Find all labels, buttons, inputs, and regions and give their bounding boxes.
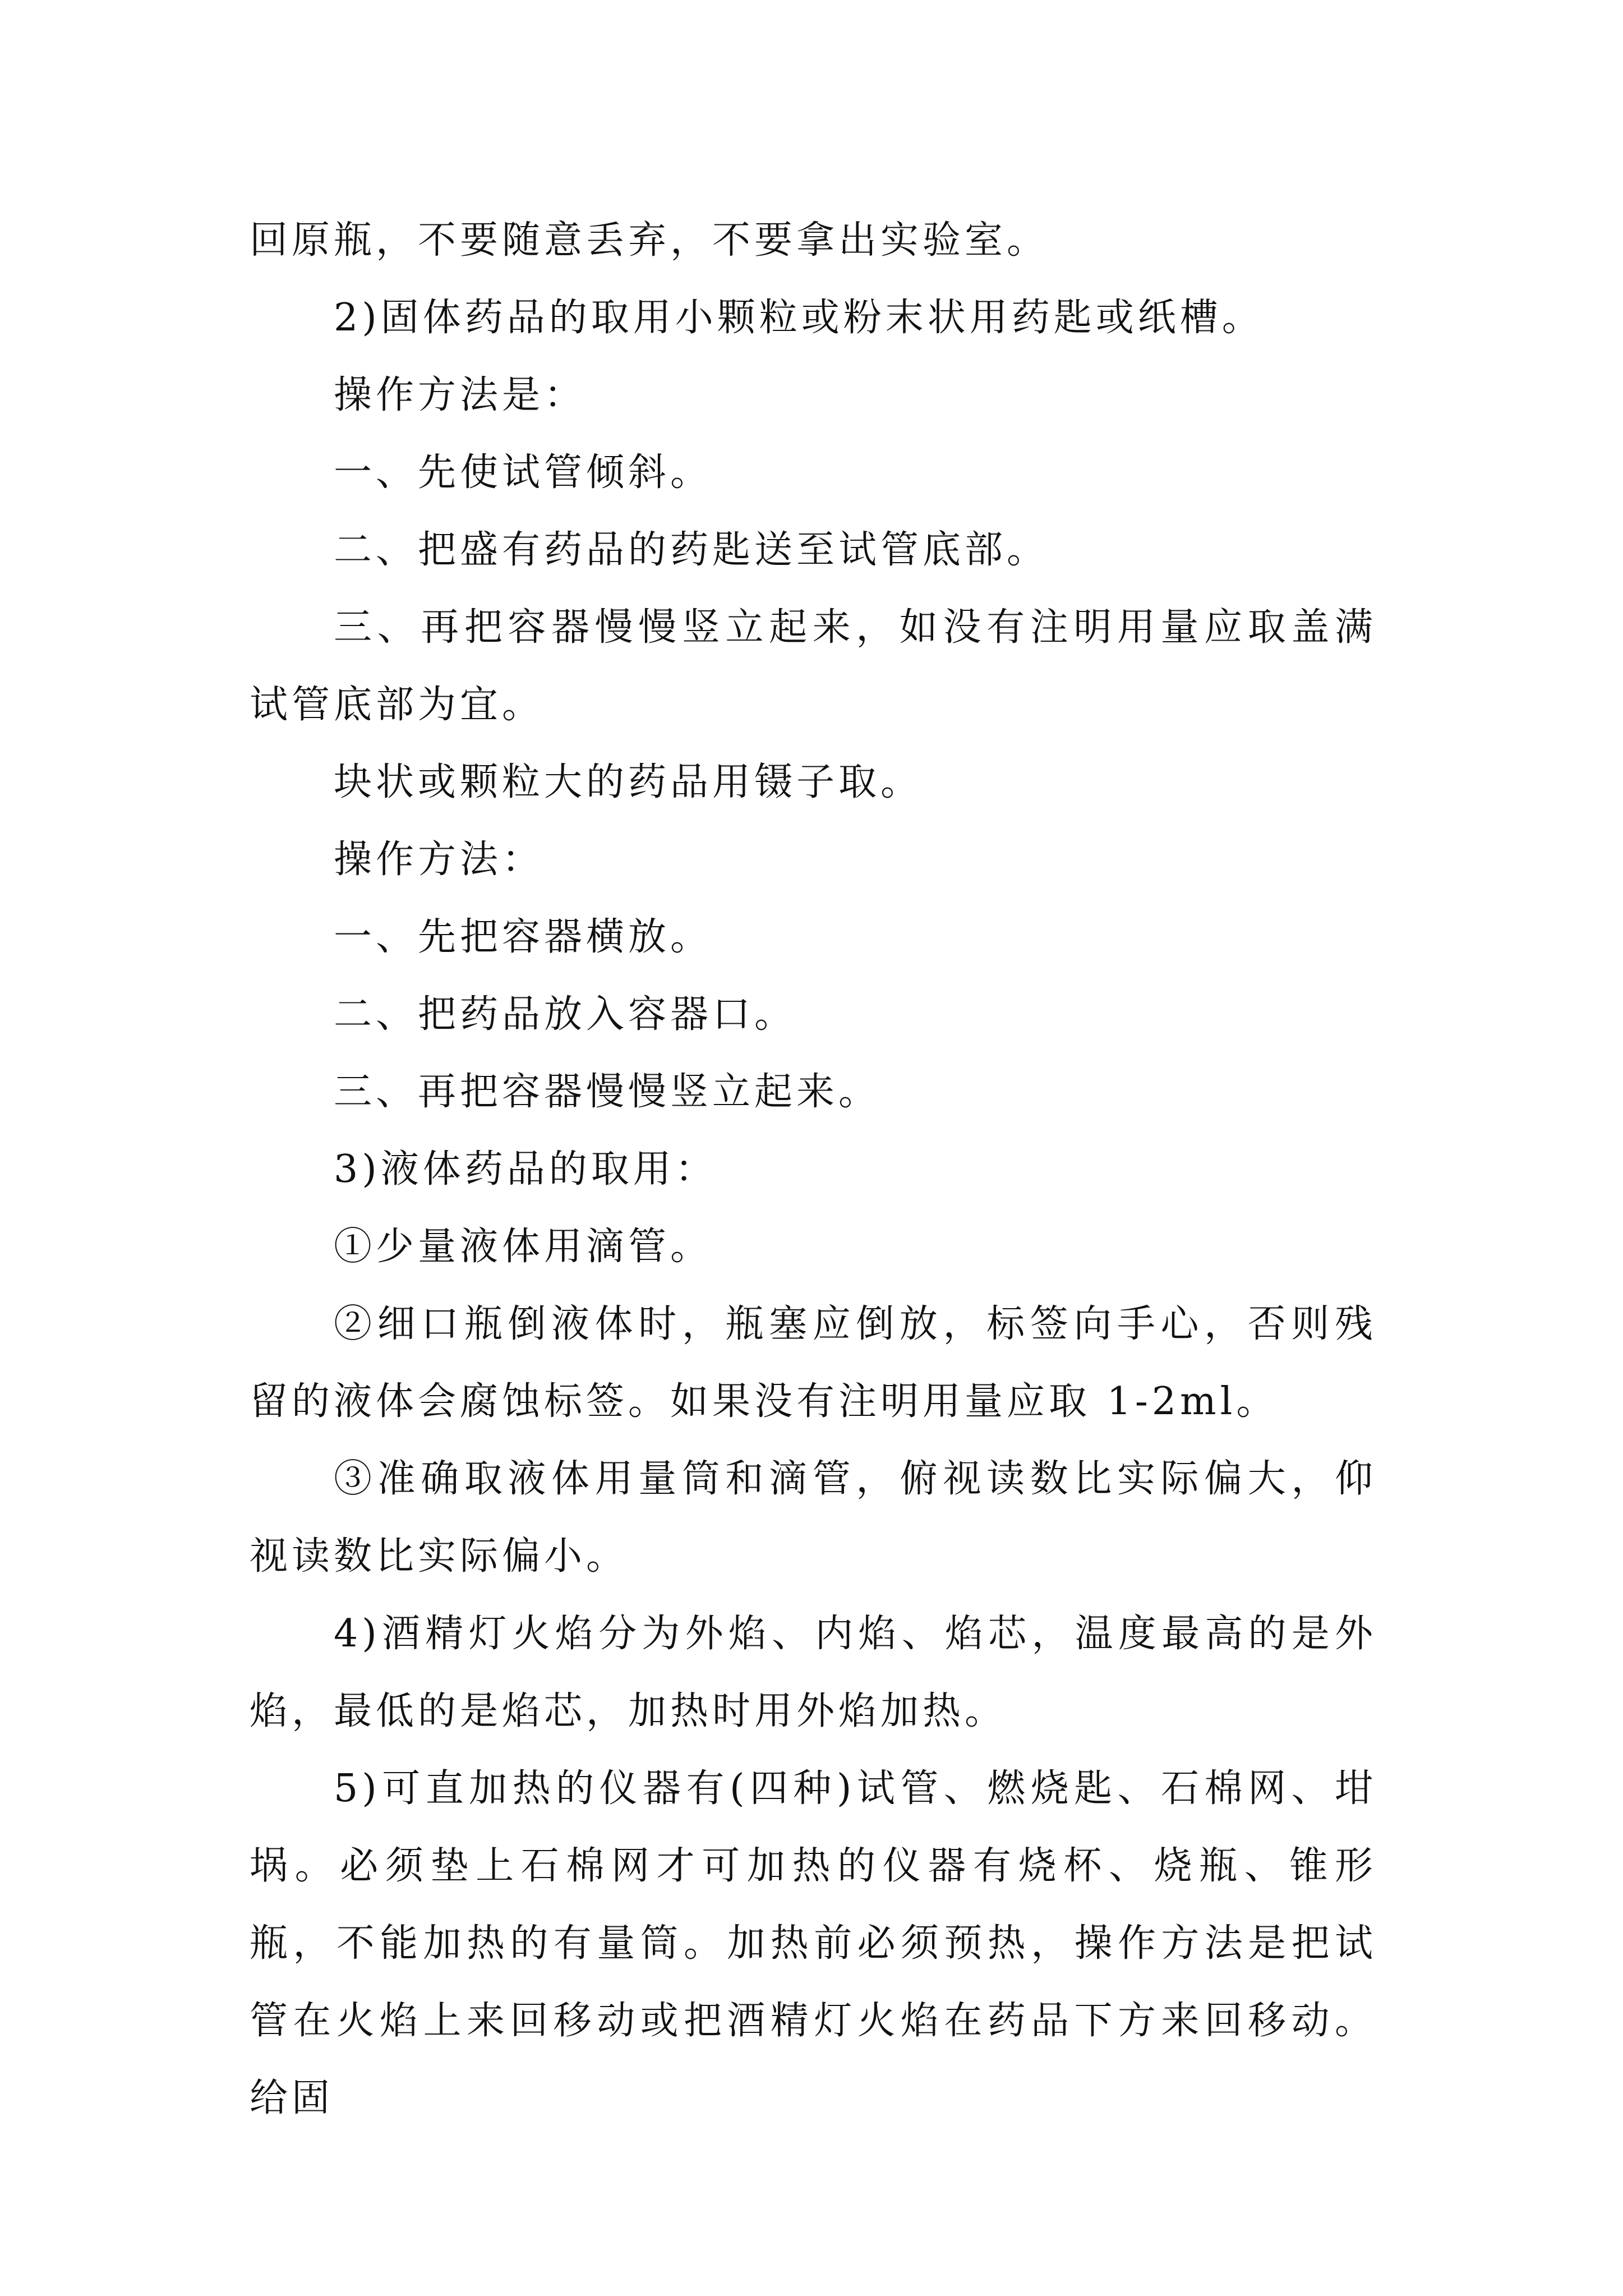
paragraph-step-1: 一、先使试管倾斜。: [334, 450, 713, 495]
paragraph-method-heading: 操作方法是：: [334, 373, 587, 417]
paragraph-large-reagents: 块状或颗粒大的药品用镊子取。: [334, 760, 923, 804]
paragraph-item-1: ①少量液体用滴管。: [334, 1225, 713, 1269]
paragraph-continuation: 回原瓶，不要随意丢弃，不要拿出实验室。: [250, 218, 1049, 263]
document-body: [250, 202, 1377, 2137]
paragraph-step-2: 二、把盛有药品的药匙送至试管底部。: [334, 528, 1049, 572]
paragraph-step-3b: 三、再把容器慢慢竖立起来。: [334, 1070, 881, 1114]
paragraph-step-2b: 二、把药品放入容器口。: [334, 992, 797, 1037]
paragraph-step-1b: 一、先把容器横放。: [334, 915, 713, 959]
paragraph-solid-reagents: 2)固体药品的取用小颗粒或粉末状用药匙或纸槽。: [334, 296, 1264, 340]
paragraph-item-3: ③准确取液体用量筒和滴管，俯视读数比实际偏大，仰视读数比实际偏小。: [250, 1457, 1377, 1579]
paragraph-item-2: ②细口瓶倒液体时，瓶塞应倒放，标签向手心，否则残留的液体会腐蚀标签。如果没有注明用量应取 1-2ml。: [250, 1302, 1377, 1424]
paragraph-liquid-reagents: 3)液体药品的取用：: [334, 1147, 717, 1191]
paragraph-heating-instruments: 5)可直加热的仪器有(四种)试管、燃烧匙、石棉网、坩埚。必须垫上石棉网才可加热的仪器有烧杯、烧瓶、锥形瓶，不能加热的有量筒。加热前必须预热，操作方法是把试管在火焰上来回移动或把酒精灯火焰在药品下方来回移动。给固: [250, 1766, 1377, 2120]
paragraph-alcohol-lamp: 4)酒精灯火焰分为外焰、内焰、焰芯，温度最高的是外焰，最低的是焰芯，加热时用外焰加热。: [250, 1612, 1377, 1733]
paragraph-step-3: 三、再把容器慢慢竖立起来，如没有注明用量应取盖满试管底部为宜。: [250, 605, 1377, 727]
paragraph-method-heading-2: 操作方法：: [334, 838, 545, 882]
